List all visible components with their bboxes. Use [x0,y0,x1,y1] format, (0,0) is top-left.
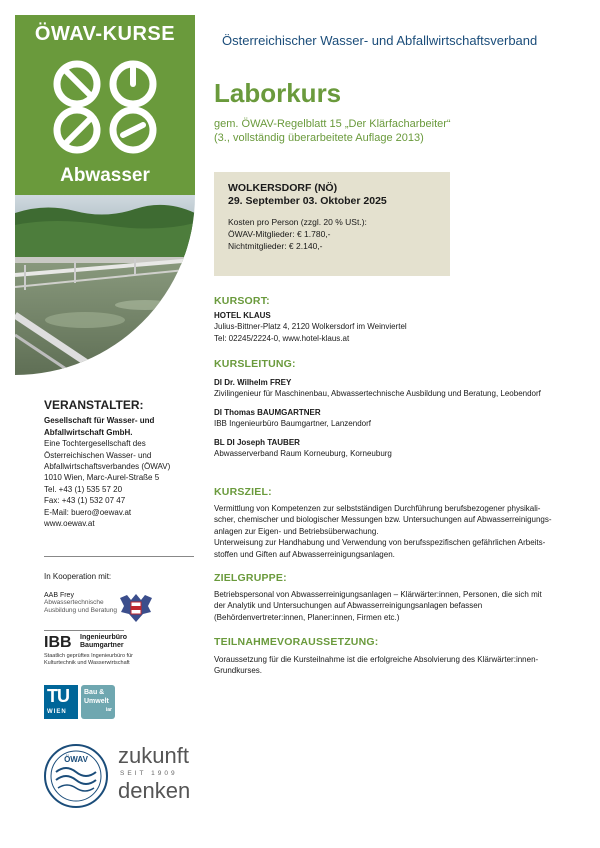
organizer-name-1: Gesellschaft für Wasser- und [44,416,155,426]
voraussetzung-line: Voraussetzung für die Kursteilnahme ist die erfolgreiche Absolvierung des Klärwärter:innen- [214,655,539,664]
organizer-tel: Tel. +43 (1) 535 57 20 [44,484,123,494]
ibb-logo [44,634,194,668]
kursziel-line: Unterweisung zur Handhabung und Verwendung von berufsspezifischen gefährlichen Arbeits- [214,538,546,548]
bu-line-1: Bau & [84,689,105,696]
brand-title: ÖWAV-KURSE [34,23,176,45]
kursziel-line: anlagen zur Eigen- und Betriebsüberwachung. [214,526,379,536]
bau-umwelt-logo [81,685,115,719]
aab-line-1: Abwassertechnische [44,599,104,606]
zielgruppe-line: (Behördenvertreter:innen, Planer:innen, Firmen etc.) [214,612,400,622]
course-location: WOLKERSDORF (NÖ) [228,182,338,194]
slogan-word-2: denken [118,778,191,803]
ibb-tagline [44,653,133,666]
voraussetzung-body [214,654,576,677]
zielgruppe-body [214,589,576,623]
kursziel-line: stoffen und Giften auf Abwasserreinigungsanlagen. [214,549,395,559]
kursort-name: HOTEL KLAUS [214,311,271,320]
seal-text: ÖWAV [64,755,88,764]
voraussetzung-line: Grundkurses. [214,666,263,676]
treatment-plant-photo [15,195,195,375]
association-name: Österreichischer Wasser- und Abfallwirtschaftsverband [222,33,538,48]
aab-line-2: Ausbildung und Beratung [44,607,118,614]
cost-members: ÖWAV-Mitglieder: € 1.780,- [228,229,331,239]
organizer-desc-3: Abfallwirtschaftsverbandes (ÖWAV) [44,462,171,472]
leader-name: DI Dr. Wilhelm FREY [214,378,292,387]
zielgruppe-line: Betriebspersonal von Abwasserreinigungsanlagen – Klärwärter:innen, Personen, die sich mit [214,590,542,599]
kursort-body [214,310,576,344]
leader-role: Abwasserverband Raum Korneuburg, Korneuburg [214,449,392,459]
oewav-logo-icon [50,57,160,157]
course-subtitle-1: gem. ÖWAV-Regelblatt 15 „Der Klärfacharbeiter“ [214,118,451,130]
bu-line-2: Umwelt [84,698,109,705]
organizer-web[interactable]: www.oewav.at [44,519,95,529]
aab-name: AAB Frey [44,592,74,599]
course-subtitle-2: (3., vollständig überarbeitete Auflage 2013) [214,132,424,144]
slogan-word-1: zukunft [118,743,189,768]
kursziel-body [214,503,576,560]
divider [44,556,194,557]
organizer-desc-1: Eine Tochtergesellschaft des [44,439,146,449]
course-title: Laborkurs [214,78,342,108]
leader-name: BL DI Joseph TAUBER [214,437,300,447]
zielgruppe-line: der Analytik und Untersuchungen auf Abwasserreinigungsanlagen befassen [214,601,483,611]
organizer-block [44,400,204,529]
ibb-mark: IBB [44,634,72,651]
tu-wien-logo [44,685,78,719]
leader-role: IBB Ingenieurbüro Baumgartner, Lanzendorf [214,419,371,429]
cost-label: Kosten pro Person (zzgl. 20 % USt.): [228,217,367,227]
brand-subtitle: Abwasser [60,165,150,186]
oewav-seal-icon [42,742,110,810]
course-subtitle [214,117,451,145]
ibb-tag-1: Staatlich geprüftes Ingenieurbüro für [44,653,133,659]
course-dates: 29. September 03. Oktober 2025 [228,195,387,207]
ibb-name-2: Baumgartner [80,642,124,649]
ibb-name [80,634,127,650]
kursziel-line: scher, chemischer und biologischer Messungen bzw. Untersuchungen auf Abwasserreinigungs- [214,515,552,525]
bu-line-3: iar [105,707,112,713]
slogan-since: SEIT 1909 [120,770,178,777]
ibb-name-1: Ingenieurbüro [80,634,128,641]
kursleitung-body [214,377,576,459]
organizer-address: 1010 Wien, Marc-Aurel-Straße 5 [44,473,160,483]
organizer-desc-2: Österreichischen Wasser- und [44,450,152,460]
organizer-email[interactable]: E-Mail: buero@oewav.at [44,507,132,517]
course-info-box [214,172,450,276]
kursziel-heading: KURSZIEL: [214,486,272,498]
divider [44,630,124,631]
kursort-address: Julius-Bittner-Platz 4, 2120 Wolkersdorf im Weinviertel [214,322,407,332]
brand-box [15,15,195,195]
kursziel-line: Vermittlung von Kompetenzen zur selbstständigen Durchführung berufsbezogener physikali- [214,504,541,513]
kursleitung-heading: KURSLEITUNG: [214,358,296,370]
leader-role: Zivilingenieur für Maschinenbau, Abwassertechnische Ausbildung und Beratung, Leobendorf [214,389,541,399]
zielgruppe-heading: ZIELGRUPPE: [214,572,287,584]
organizer-fax: Fax: +43 (1) 532 07 47 [44,496,126,506]
kursort-heading: KURSORT: [214,295,270,307]
leader-name: DI Thomas BAUMGARTNER [214,407,321,417]
austria-crest-icon [117,592,155,624]
cost-nonmembers: Nichtmitglieder: € 2.140,- [228,241,323,251]
organizer-name-2: Abfallwirtschaft GmbH. [44,427,133,437]
tu-mark: TU [47,686,69,706]
voraussetzung-heading: TEILNAHMEVORAUSSETZUNG: [214,636,379,648]
cost-block [228,216,436,252]
tu-wien-text: WIEN [47,709,67,715]
kursort-contact[interactable]: Tel: 02245/2224-0, www.hotel-klaus.at [214,333,350,343]
ibb-tag-2: Kulturtechnik und Wasserwirtschaft [44,659,130,666]
organizer-heading: VERANSTALTER: [44,398,144,412]
cooperation-label: In Kooperation mit: [44,572,112,581]
